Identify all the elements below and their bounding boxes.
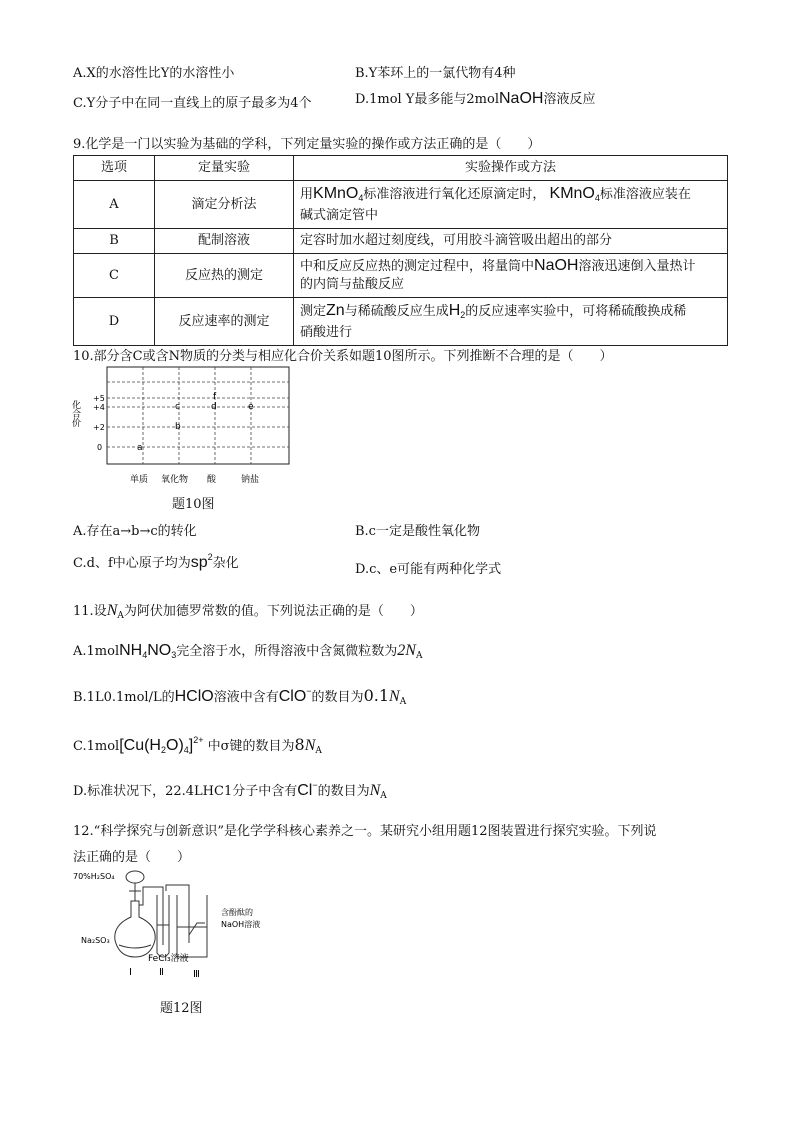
q10-option-b: B.c一定是酸性氧化物 [355,524,480,539]
formula-subscript: 2 [460,309,466,320]
chloride-ion-formula: Cl [297,782,313,799]
cell-text: 测定 [300,303,327,319]
acid-label: 70%H₂SO₄ [73,872,115,881]
charge-superscript: − [306,686,312,696]
avogadro-symbol: N [106,602,118,619]
formula-subscript: 4 [594,192,600,203]
q12-stem-line-2: 法正确的是（ ） [73,850,191,865]
formula-subscript: 4 [183,745,189,755]
apparatus-label-i: Ⅰ [129,967,132,978]
option-text: C.d、f中心原子均为 [73,556,191,571]
cell-text: 的内筒与盐酸反应 [300,277,405,292]
point-label-e: e [248,402,254,412]
naoh-formula: NaOH [498,90,544,107]
option-text: 杂化 [212,556,239,571]
q10-option-a: A.存在a→b→c的转化 [73,524,197,539]
naoh-solution-label: NaOH溶液 [221,920,261,929]
q10-figure-caption: 题10图 [172,497,215,512]
fecl3-label: FeCl₃溶液 [148,954,189,964]
q8-option-d-text: D.1mol Y最多能与2mol [355,92,499,107]
cell-text: 碱式滴定管中 [300,207,379,223]
y-tick-label: 0 [97,443,103,452]
q12-figure-caption: 题12图 [160,1001,203,1016]
option-text: D.标准状况下，22.4LHC1分子中含有 [73,784,298,799]
q8-option-d-text-end: 溶液反应 [543,92,596,107]
q9-table [73,155,728,346]
cell-text: 的反应速率实验中，可将稀硫酸换成稀 [465,303,687,319]
formula-superscript: 2 [207,552,213,562]
q11-option-c [73,735,322,756]
naoh-formula: NaOH [534,257,579,274]
table-row [74,181,728,229]
complex-formula: ] [188,737,194,754]
point-label-d: d [211,402,217,412]
x-tick-label: 钠盐 [241,475,260,485]
q8-option-a: A.X的水溶性比Y的水溶性小 [73,66,235,81]
h2-formula: H [448,301,461,319]
coefficient: 8 [294,735,305,754]
table-row [74,298,728,346]
solid-label: Na₂SO₃ [81,936,110,945]
q8-option-c: C.Y分子中在同一直线上的原子最多为4个 [73,96,312,111]
table-cell [294,181,728,229]
y-tick-label: +5 [93,394,105,403]
table-cell: 定容时加水超过刻度线，可用胶斗滴管吸出超出的部分 [294,229,728,254]
option-text: C.1mol [73,739,120,754]
point-label-a: a [137,443,143,453]
point-label-c: c [175,402,180,412]
x-tick-label: 氧化物 [161,475,189,485]
figure-frame [107,367,289,464]
sp2-formula: sp [190,554,208,571]
dropping-funnel [126,871,144,883]
complex-formula: O) [166,737,184,754]
y-tick-label: +4 [93,403,105,412]
cell-text: 标准溶液进行氧化还原滴定时， [363,186,546,202]
table-cell: 反应热的测定 [155,254,294,298]
point-label-b: b [175,422,181,432]
option-text: A.1mol [73,644,120,659]
zn-formula: Zn [326,301,345,319]
option-text: B.1L0.1mol/L的 [73,690,175,705]
apparatus-label-iii: Ⅲ [193,969,200,980]
round-bottom-flask [115,901,155,957]
cell-text: 溶液迅速倒入量热计 [578,259,696,274]
formula-subscript: A [315,746,322,756]
q12-apparatus-figure [73,865,303,983]
x-tick-label: 酸 [207,475,217,485]
table-cell: 配制溶液 [155,229,294,254]
cell-text: 硝酸进行 [300,324,353,340]
charge-superscript: 2+ [193,735,204,745]
avogadro-symbol: N [389,688,400,705]
coefficient: 2 [397,642,406,659]
cell-text: 标准溶液应装在 [599,186,691,202]
q10-option-d: D.c、e可能有两种化学式 [355,562,502,577]
point-label-f: f [213,392,217,402]
apparatus-label-ii: Ⅱ [159,967,164,978]
formula-subscript: 4 [142,650,148,660]
clo-ion-formula: ClO [278,688,307,705]
q10-stem: 10.部分含C或含N物质的分类与相应化合价关系如题10图所示。下列推断不合理的是（ ） [73,349,613,364]
avogadro-symbol: N [369,782,381,799]
nh4no3-formula: NO [147,642,172,659]
table-cell: 滴定分析法 [155,181,294,229]
y-tick-label: +2 [93,423,105,432]
formula-subscript: A [380,791,387,801]
table-cell [294,298,728,346]
formula-subscript: 3 [171,650,177,660]
nh4no3-formula: NH [119,642,143,659]
cell-text: 与稀硫酸反应生成 [344,303,449,319]
beaker-iii [177,895,207,957]
q8-option-b: B.Y苯环上的一氯代物有4种 [355,66,516,81]
table-header-row [74,156,728,181]
formula-subscript: 4 [358,192,364,203]
coefficient: 0.1 [363,686,390,705]
stem-text: 为阿伏加德罗常数的值。下列说法正确的是（ ） [123,604,423,619]
kmno4-formula: KMnO [549,184,595,202]
table-header: 实验操作或方法 [294,156,728,181]
table-header: 定量实验 [155,156,294,181]
table-cell: 反应速率的测定 [155,298,294,346]
option-text: 中σ键的数目为 [207,739,295,754]
option-text: 的数目为 [317,784,370,799]
complex-formula: [Cu(H [119,737,161,754]
charge-superscript: − [312,780,318,790]
avogadro-symbol: N [405,642,416,659]
table-row [74,254,728,298]
formula-subscript: A [117,611,124,621]
indicator-label: 含酚酞的 [221,908,253,917]
option-text: 完全溶于水，所得溶液中含氮微粒数为 [176,644,398,659]
formula-subscript: A [399,697,407,707]
q11-option-b [73,686,406,707]
x-tick-label: 单质 [130,475,149,485]
table-cell: D [74,298,155,346]
option-text: 溶液中含有 [213,690,279,705]
q11-option-a [73,640,422,661]
table-row [74,229,728,254]
q8-option-d [355,88,595,108]
table-cell: B [74,229,155,254]
q10-figure [70,362,303,487]
formula-subscript: A [415,651,423,661]
formula-subscript: 2 [160,745,166,755]
y-axis-label: 化合价 [70,400,80,427]
table-cell [294,254,728,298]
option-text: 的数目为 [311,690,364,705]
q10-option-c [73,552,239,572]
hclo-formula: HClO [174,688,214,705]
kmno4-formula: KMnO [313,184,359,202]
q9-stem: 9.化学是一门以实验为基础的学科，下列定量实验的操作或方法正确的是（ ） [73,137,541,152]
cell-text: 用 [300,186,314,202]
q12-stem-line-1: 12.“科学探究与创新意识”是化学学科核心素养之一。某研究小组用题12图装置进行探究实验。下列说 [73,824,657,839]
cell-text: 中和反应反应热的测定过程中，将量筒中 [300,259,535,274]
table-cell: A [74,181,155,229]
table-header: 选项 [74,156,155,181]
q11-stem [73,600,423,621]
table-cell: C [74,254,155,298]
stem-text: 11.设 [73,604,107,619]
q11-option-d [73,780,387,801]
avogadro-symbol: N [304,737,316,754]
